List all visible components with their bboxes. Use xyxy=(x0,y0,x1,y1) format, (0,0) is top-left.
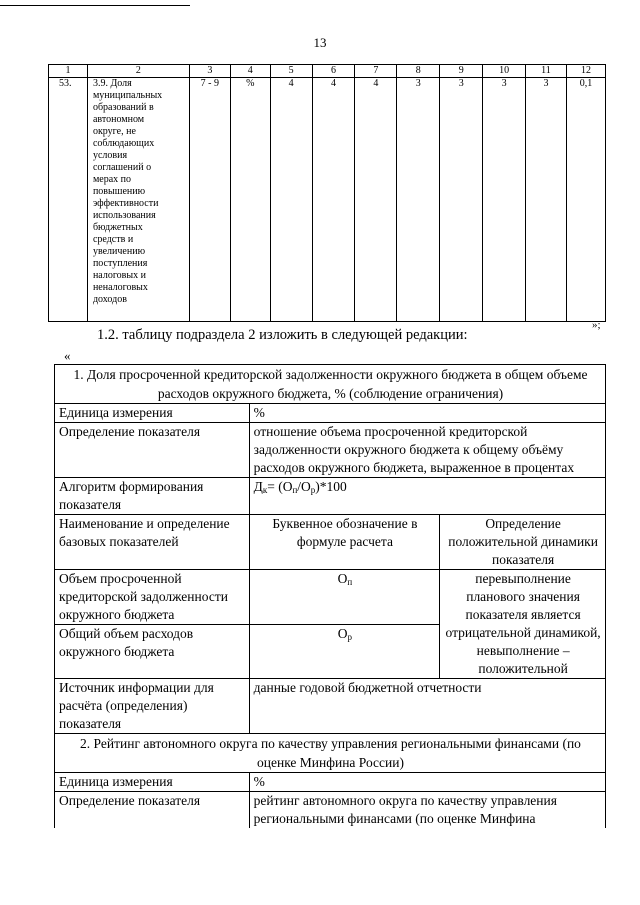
unit-value: % xyxy=(249,404,605,423)
closing-mark: »; xyxy=(592,319,601,331)
indicators-table xyxy=(48,64,606,322)
col-number: 1 xyxy=(49,65,88,78)
col-number: 3 xyxy=(189,65,230,78)
value-cell: 3 xyxy=(526,78,567,322)
unit-label-2: Единица измерения xyxy=(55,773,250,792)
base-indicators-label: Наименование и определение базовых показателей xyxy=(55,515,250,570)
table-row xyxy=(55,773,606,792)
col-number: 10 xyxy=(483,65,526,78)
amendment-paragraph: 1.2. таблицу подраздела 2 изложить в следующей редакции: xyxy=(97,327,468,343)
algorithm-label: Алгоритм формирования показателя xyxy=(55,478,250,515)
definition-label-2: Определение показателя xyxy=(55,792,250,829)
definition-label: Определение показателя xyxy=(55,423,250,478)
value-cell: 3 xyxy=(440,78,483,322)
value-cell: 4 xyxy=(312,78,355,322)
indicator-definition-table xyxy=(54,364,606,828)
dynamics-column-header: Определение положительной динамики показателя xyxy=(440,515,606,570)
unit-value-2: % xyxy=(249,773,605,792)
value-cell: 4 xyxy=(270,78,312,322)
base-indicator-1-name: Объем просроченной кредиторской задолженности окружного бюджета xyxy=(55,570,250,625)
section-title-row xyxy=(55,734,606,773)
row-number: 53. xyxy=(49,78,88,322)
opening-quote: « xyxy=(64,348,71,363)
col-number: 9 xyxy=(440,65,483,78)
table-row xyxy=(55,478,606,515)
definition-value: отношение объема просроченной кредиторской задолженности окружного бюджета к общему объёму расходов окружного бюджета, выраженное в процентах xyxy=(249,423,605,478)
definition-value-2: рейтинг автономного округа по качеству управления региональными финансами (по оценке Минфина xyxy=(249,792,605,829)
indicator-name: 3.9. Доля муниципальных образований в автономном округе, не соблюдающих условия соглашений о мерах по повышению эффективности использования бюджетных средств и увеличению поступления налоговых и неналоговых доходов xyxy=(87,78,189,322)
section-title-row xyxy=(55,365,606,404)
base-indicator-2-letter: $О_р$ xyxy=(249,625,440,679)
value-cell: 3 xyxy=(483,78,526,322)
base-indicator-1-letter: $О_п$ xyxy=(249,570,440,625)
page-number: 13 xyxy=(313,35,327,50)
table-row xyxy=(55,679,606,734)
formula: $Д_к= (О_п/О_р)*100$ xyxy=(249,478,605,515)
col-number: 4 xyxy=(230,65,270,78)
table-row xyxy=(55,570,606,625)
unit-label: Единица измерения xyxy=(55,404,250,423)
col-number: 7 xyxy=(355,65,397,78)
col-number: 2 xyxy=(87,65,189,78)
table-row xyxy=(49,78,606,322)
column-numbers-row xyxy=(49,65,606,78)
value-cell: 4 xyxy=(355,78,397,322)
source-value: данные годовой бюджетной отчетности xyxy=(249,679,605,734)
value-cell: 0,1 xyxy=(566,78,605,322)
col-number: 11 xyxy=(526,65,567,78)
section-2-title: 2. Рейтинг автономного округа по качеству управления региональными финансами (по оценке Минфина России) xyxy=(55,734,606,773)
dynamics-value: перевыполнение планового значения показателя является отрицательной динамикой, невыполнение – положительной xyxy=(440,570,606,679)
col-number: 8 xyxy=(397,65,440,78)
table-row xyxy=(55,404,606,423)
range-cell: 7 - 9 xyxy=(189,78,230,322)
table-row xyxy=(55,423,606,478)
col-number: 5 xyxy=(270,65,312,78)
col-number: 6 xyxy=(312,65,355,78)
value-cell: 3 xyxy=(397,78,440,322)
base-indicator-2-name: Общий объем расходов окружного бюджета xyxy=(55,625,250,679)
unit-cell: % xyxy=(230,78,270,322)
section-1-title: 1. Доля просроченной кредиторской задолженности окружного бюджета в общем объеме расходов окружного бюджета, % (соблюдение ограничения) xyxy=(55,365,606,404)
header-rule xyxy=(0,5,190,6)
table-row xyxy=(55,792,606,829)
col-number: 12 xyxy=(566,65,605,78)
source-label: Источник информации для расчёта (определения) показателя xyxy=(55,679,250,734)
table-row xyxy=(55,515,606,570)
letter-column-header: Буквенное обозначение в формуле расчета xyxy=(249,515,440,570)
